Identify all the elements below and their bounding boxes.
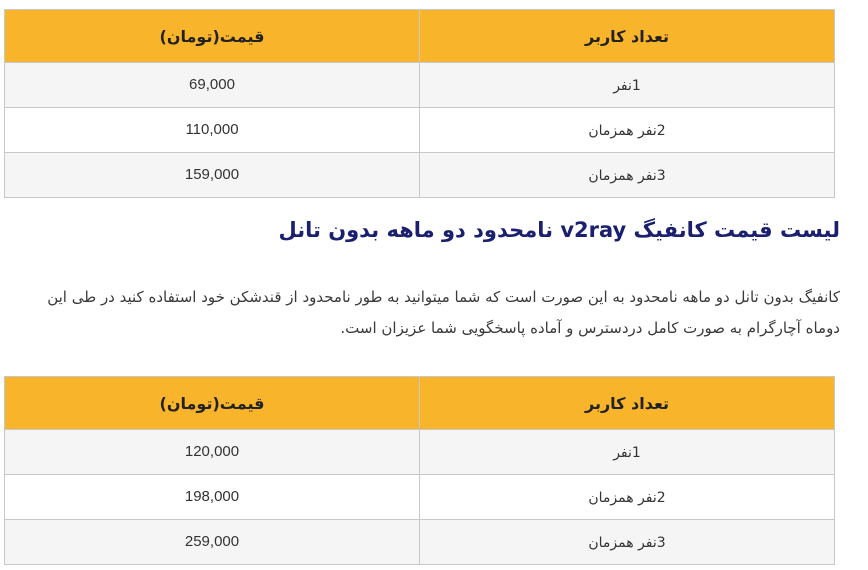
table-header-row bbox=[5, 10, 835, 63]
section-title: لیست قیمت کانفیگ v2ray نامحدود دو ماهه بدون تانل bbox=[278, 218, 840, 242]
users-cell: 1نفر bbox=[420, 63, 835, 108]
users-cell: 2نفر همزمان bbox=[420, 475, 835, 520]
price-cell: 198,000 bbox=[5, 475, 420, 520]
table-header-row bbox=[5, 377, 835, 430]
price-cell: 159,000 bbox=[5, 153, 420, 198]
table-row bbox=[5, 63, 835, 108]
header-price: قیمت(تومان) bbox=[5, 10, 420, 63]
header-users: تعداد کاربر bbox=[420, 377, 835, 430]
price-cell: 259,000 bbox=[5, 520, 420, 565]
header-price: قیمت(تومان) bbox=[5, 377, 420, 430]
users-cell: 3نفر همزمان bbox=[420, 520, 835, 565]
price-cell: 120,000 bbox=[5, 430, 420, 475]
table-row bbox=[5, 475, 835, 520]
price-table-2 bbox=[4, 376, 835, 565]
price-cell: 69,000 bbox=[5, 63, 420, 108]
users-cell: 1نفر bbox=[420, 430, 835, 475]
header-users: تعداد کاربر bbox=[420, 10, 835, 63]
users-cell: 2نفر همزمان bbox=[420, 108, 835, 153]
section-paragraph: کانفیگ بدون تانل دو ماهه نامحدود به این صورت است که شما میتوانید به طور نامحدود از قندشکن خود استفاده کنید در طی این دوماه آچارگرام به صورت کامل دردسترس و آماده پاسخگویی شما عزیزان است. bbox=[47, 288, 840, 337]
table-row bbox=[5, 430, 835, 475]
table-row bbox=[5, 108, 835, 153]
users-cell: 3نفر همزمان bbox=[420, 153, 835, 198]
table-row bbox=[5, 520, 835, 565]
price-cell: 110,000 bbox=[5, 108, 420, 153]
table-row bbox=[5, 153, 835, 198]
price-table-1 bbox=[4, 9, 835, 198]
